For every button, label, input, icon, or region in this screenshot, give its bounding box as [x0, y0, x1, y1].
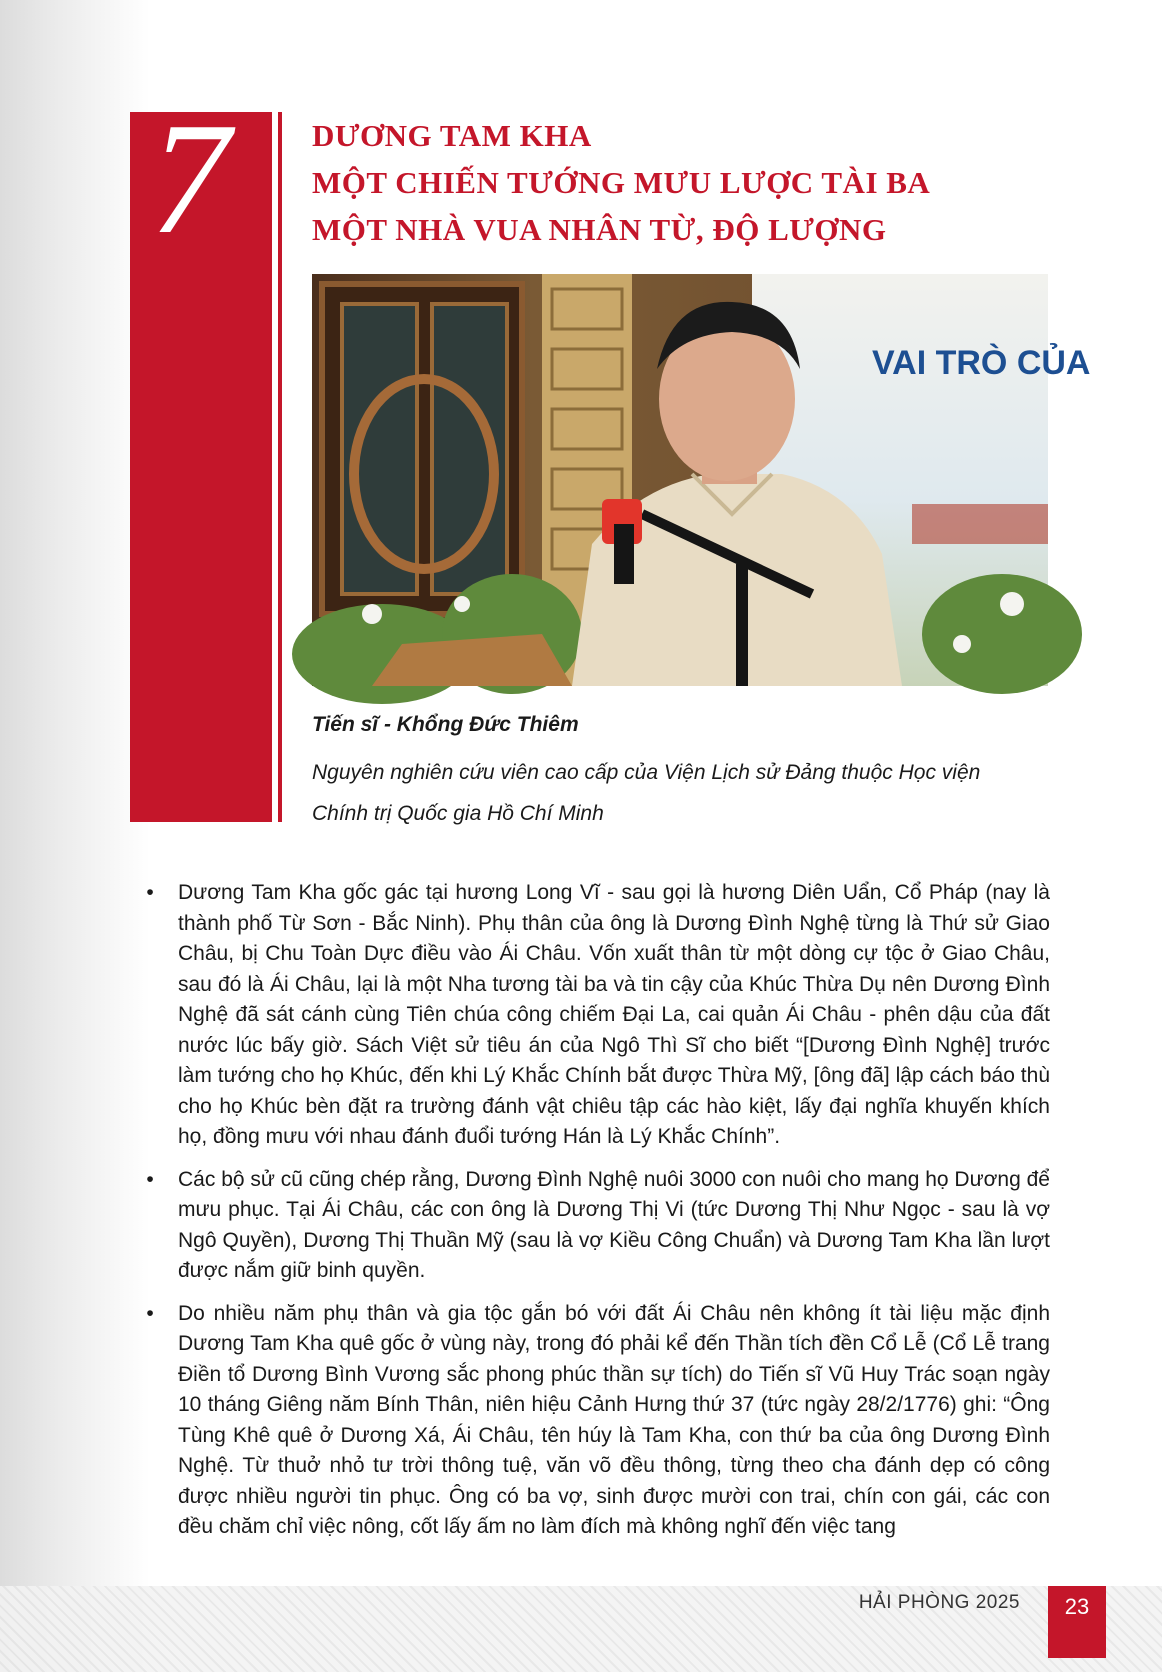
body-text [140, 878, 1050, 1555]
page-number: 23 [1048, 1586, 1106, 1658]
body-paragraph [140, 878, 1050, 1153]
body-paragraph [140, 1165, 1050, 1287]
bullet-icon: • [146, 1301, 154, 1325]
paragraph-text: Các bộ sử cũ cũng chép rằng, Dương Đình Nghệ nuôi 3000 con nuôi cho mang họ Dương để mưu phục. Tại Ái Châu, các con ông là Dương Thị Vi (tức Dương Thị Như Ngọc - sau là vợ Ngô Quyền), Dương Thị Thuần Mỹ (sau là vợ Kiều Công Chuẩn) và Dương Tam Kha lần lượt được nắm giữ binh quyền. [178, 1167, 1050, 1282]
body-paragraph [140, 1299, 1050, 1543]
title-line-3: MỘT NHÀ VUA NHÂN TỪ, ĐỘ LƯỢNG [312, 212, 887, 247]
left-page-shadow [0, 0, 150, 1672]
bullet-icon: • [146, 881, 154, 904]
chapter-red-rule [278, 112, 282, 822]
chapter-title [312, 112, 1132, 253]
paragraph-text: Do nhiều năm phụ thân và gia tộc gắn bó với đất Ái Châu nên không ít tài liệu mặc định Dương Tam Kha quê gốc ở vùng này, trong đó phải kể đến Thần tích đền Cổ Lễ (Cổ Lễ trang Điền tổ Dương Bình Vương sắc phong phúc thần sự tích) do Tiến sĩ Vũ Huy Trác soạn ngày 10 tháng Giêng năm Bính Thân, niên hiệu Cảnh Hưng thứ 37 (tức ngày 28/2/1776) ghi: “Ông Tùng Khê quê ở Dương Xá, Ái Châu, tên húy là Tam Kha, con thứ ba của ông Dương Đình Nghệ. Từ thuở nhỏ tư trời thông tuệ, văn võ đều thông, từng theo cha đánh dẹp có công được nhiều người tin phục. Ông có ba vợ, sinh được mười con trai, chín con gái, các con đều chăm chỉ việc nông, cốt lấy ấm no làm đích mà không nghĩ đến việc tang [178, 1301, 1050, 1538]
author-role [312, 752, 1072, 834]
bullet-icon: • [146, 1167, 154, 1191]
speaker-photo [312, 274, 1091, 686]
author-name: Tiến sĩ - Khổng Đức Thiêm [312, 713, 579, 736]
banner-text: VAI TRÒ CỦA [872, 344, 1091, 382]
paragraph-text: Dương Tam Kha gốc gác tại hương Long Vĩ - sau gọi là hương Diên Uẩn, Cổ Pháp (nay là thành phố Từ Sơn - Bắc Ninh). Phụ thân của ông là Dương Đình Nghệ từng là Thứ sử Giao Châu, bị Chu Toàn Dực điều vào Ái Châu. Vốn xuất thân từ một dòng cự tộc ở Giao Châu, sau đó là Ái Châu, lại là một Nha tương tài ba và tin cậy của Khúc Thừa Dụ nên Dương Đình Nghệ đã sát cánh cùng Tiên chúa công chiếm Đại La, cai quản Ái Châu - phên dậu của đất nước lúc bấy giờ. Sách Việt sử tiêu án của Ngô Thì Sĩ cho biết “[Dương Đình Nghệ] trước làm tướng cho họ Khúc, đến khi Lý Khắc Chính bắt được Thừa Mỹ, [ông đã] lập cách báo thù cho họ Khúc bèn đặt ra trường đánh vật chiêu tập các hào kiệt, lấy đại nghĩa khuyến khích họ, đồng mưu với nhau đánh đuổi tướng Hán là Lý Khắc Chính”. [178, 881, 1050, 1148]
author-role-line-1: Nguyên nghiên cứu viên cao cấp của Viện Lịch sử Đảng thuộc Học viện [312, 761, 981, 784]
title-line-1: DƯƠNG TAM KHA [312, 118, 592, 153]
title-line-2: MỘT CHIẾN TƯỚNG MƯU LƯỢC TÀI BA [312, 165, 931, 200]
chapter-number: 7 [150, 89, 230, 267]
footer-publication: HẢI PHÒNG 2025 [858, 1592, 1020, 1613]
author-role-line-2: Chính trị Quốc gia Hồ Chí Minh [312, 802, 604, 825]
